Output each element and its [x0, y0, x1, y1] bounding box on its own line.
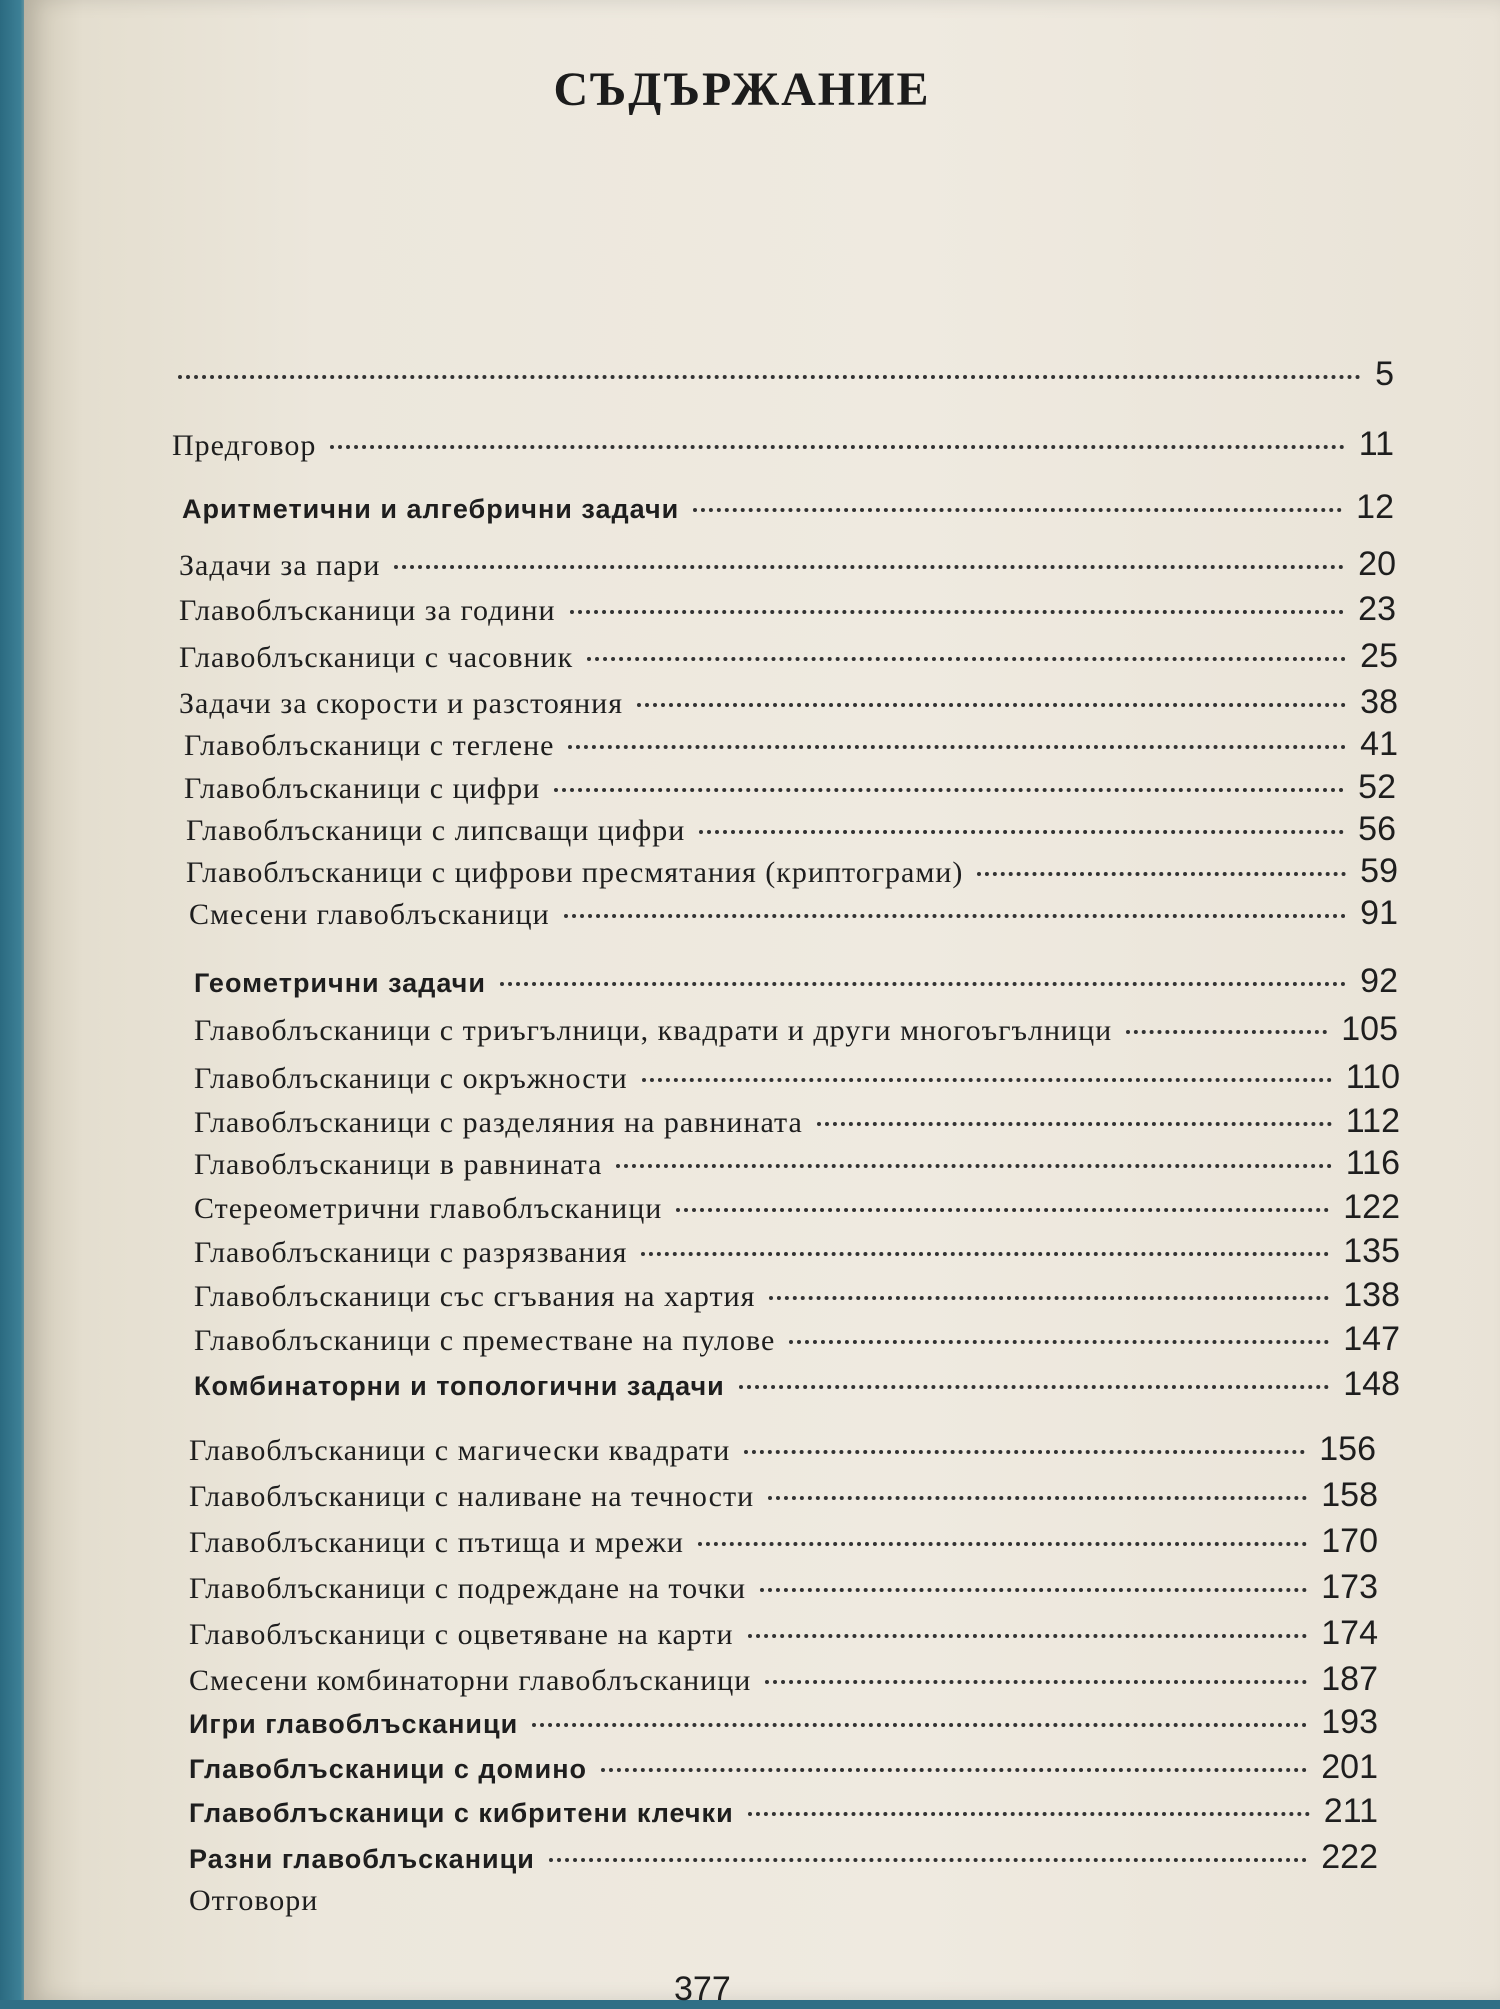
toc-entry: [194, 1188, 1400, 1227]
toc-entry-page: 23: [1358, 590, 1396, 628]
dot-leader: [768, 1496, 1307, 1500]
toc-entry-page: 201: [1321, 1748, 1378, 1786]
toc-entry-label: Главоблъсканици с разделяния на равнината: [194, 1106, 803, 1139]
dot-leader: [744, 1450, 1305, 1454]
toc-entry-label: Главоблъсканици с преместване на пулове: [194, 1324, 776, 1357]
toc-entry-page: 59: [1360, 852, 1398, 890]
toc-entry-label: Главоблъсканици с липсващи цифри: [186, 814, 686, 847]
toc-entry-page: 148: [1343, 1365, 1400, 1403]
toc-entry-label: Геометрични задачи: [194, 968, 486, 998]
toc-entry: [186, 852, 1398, 891]
toc-entry-page: 122: [1343, 1188, 1400, 1226]
dot-leader: [748, 1812, 1310, 1816]
dot-leader: [769, 1296, 1329, 1300]
toc-entry-label: Главоблъсканици с разрязвания: [194, 1236, 628, 1269]
toc-entry-label: Главоблъсканици с подреждане на точки: [189, 1572, 747, 1605]
toc-entry-label: Главоблъсканици с окръжности: [194, 1062, 628, 1095]
toc-entry: [184, 768, 1396, 807]
toc-entry: [179, 590, 1396, 629]
toc-entry-label: Стереометрични главоблъсканици: [194, 1192, 663, 1225]
toc-entry-label: Главоблъсканици с цифрови пресмятания (криптограми): [186, 856, 964, 889]
toc-entry: [194, 962, 1398, 1001]
toc-entry: [189, 1522, 1378, 1561]
toc-entry-label: Комбинаторни и топологични задачи: [194, 1371, 725, 1401]
toc-entry-page: 25: [1360, 637, 1398, 675]
toc-entry: [179, 545, 1396, 584]
toc-entry-page: 56: [1358, 810, 1396, 848]
toc-entry-label: Разни главоблъсканици: [189, 1844, 535, 1874]
page-number: 377: [674, 1970, 731, 2008]
toc-entry-page: 158: [1321, 1476, 1378, 1514]
toc-entry-label: Главоблъсканици с триъгълници, квадрати и други многоъгълници: [194, 1014, 1113, 1047]
dot-leader: [568, 745, 1346, 749]
dot-leader: [570, 610, 1345, 614]
toc-entry: [184, 725, 1398, 764]
toc-entry-label: Главоблъсканици с кибритени клечки: [189, 1798, 734, 1828]
toc-entry: [164, 355, 1394, 394]
dot-leader: [748, 1634, 1308, 1638]
dot-leader: [601, 1768, 1307, 1772]
toc-entry-page: 20: [1358, 545, 1396, 583]
dot-leader: [642, 1078, 1332, 1082]
toc-entry: [189, 1792, 1378, 1831]
dot-leader: [532, 1723, 1307, 1727]
dot-leader: [676, 1208, 1329, 1212]
toc-entry: [194, 1276, 1400, 1315]
toc-entry-label: Главоблъсканици в равнината: [194, 1148, 603, 1181]
dot-leader: [1126, 1030, 1327, 1034]
toc-entry: [194, 1232, 1400, 1271]
toc-entry: [186, 810, 1396, 849]
toc-entry: [189, 1748, 1378, 1787]
toc-entry: [194, 1144, 1400, 1183]
dot-leader: [739, 1385, 1330, 1389]
dot-leader: [760, 1588, 1307, 1592]
toc-entry: [194, 1320, 1400, 1359]
toc-entry-page: 110: [1345, 1058, 1400, 1096]
toc-entry: [182, 488, 1394, 527]
toc-entry-page: 41: [1360, 725, 1398, 763]
toc-entry: [172, 425, 1394, 464]
toc-entry-page: 211: [1323, 1792, 1378, 1830]
dot-leader: [977, 872, 1346, 876]
toc-entry-page: 187: [1321, 1660, 1378, 1698]
toc-entry-label: Главоблъсканици за години: [179, 594, 556, 627]
dot-leader: [637, 703, 1346, 707]
toc-entry: [189, 1838, 1378, 1877]
toc-entry: [189, 1660, 1378, 1699]
toc-entry-page: 52: [1358, 768, 1396, 806]
book-page: [24, 0, 1500, 2008]
dot-leader: [817, 1122, 1332, 1126]
toc-entry-page: 138: [1343, 1276, 1400, 1314]
toc-entry: [194, 1102, 1400, 1141]
dot-leader: [587, 657, 1346, 661]
toc-entry-label: Главоблъсканици с оцветяване на карти: [189, 1618, 734, 1651]
toc-entry: [189, 1430, 1376, 1469]
dot-leader: [330, 445, 1344, 449]
toc-entry-label: Смесени комбинаторни главоблъсканици: [189, 1664, 752, 1697]
dot-leader: [616, 1164, 1331, 1168]
toc-entry-label: Аритметични и алгебрични задачи: [182, 494, 680, 524]
toc-entry-page: 12: [1356, 488, 1394, 526]
toc-entry-page: 116: [1345, 1144, 1400, 1182]
toc-entry: [189, 1703, 1378, 1742]
dot-leader: [549, 1858, 1307, 1862]
toc-entry-page: 170: [1321, 1522, 1378, 1560]
toc-entry-label: Отговори: [189, 1884, 319, 1917]
dot-leader: [789, 1340, 1329, 1344]
toc-entry-page: 5: [1375, 355, 1394, 393]
toc-entry-page: 11: [1358, 425, 1394, 463]
toc-entry-page: 174: [1321, 1614, 1378, 1652]
toc-entry-page: 193: [1321, 1703, 1378, 1741]
toc-entry: [189, 1614, 1378, 1653]
dot-leader: [641, 1252, 1329, 1256]
toc-entry-label: Главоблъсканици с теглене: [184, 729, 555, 762]
toc-entry-label: Задачи за скорости и разстояния: [179, 687, 624, 720]
dot-leader: [500, 982, 1346, 986]
toc-entry-label: Предговор: [172, 429, 317, 462]
dot-leader: [554, 788, 1344, 792]
toc-entry: [179, 683, 1398, 722]
page-title: СЪДЪРЖАНИЕ: [553, 63, 931, 116]
toc-entry: [194, 1058, 1400, 1097]
table-of-contents: [24, 0, 1500, 2000]
toc-entry-page: 92: [1360, 962, 1398, 1000]
toc-entry-label: Задачи за пари: [179, 549, 381, 582]
toc-entry-page: 38: [1360, 683, 1398, 721]
toc-entry-label: Главоблъсканици с домино: [189, 1754, 588, 1784]
toc-entry-page: 222: [1321, 1838, 1378, 1876]
dot-leader: [564, 914, 1347, 918]
dot-leader: [178, 375, 1361, 379]
toc-entry: [179, 637, 1398, 676]
dot-leader: [698, 1542, 1307, 1546]
toc-entry: [194, 1365, 1400, 1404]
dot-leader: [693, 508, 1342, 512]
toc-entry: [189, 1884, 1378, 1918]
dot-leader: [699, 830, 1344, 834]
toc-entry-page: 147: [1343, 1320, 1400, 1358]
toc-entry-label: Главоблъсканици с цифри: [184, 772, 541, 805]
toc-entry-page: 112: [1345, 1102, 1400, 1140]
toc-entry: [189, 894, 1398, 933]
toc-entry-label: Главоблъсканици с магически квадрати: [189, 1434, 731, 1467]
dot-leader: [394, 565, 1344, 569]
toc-entry-page: 156: [1319, 1430, 1376, 1468]
toc-entry-page: 91: [1360, 894, 1398, 932]
toc-entry-label: Игри главоблъсканици: [189, 1709, 519, 1739]
toc-entry: [194, 1010, 1398, 1049]
toc-entry: [189, 1476, 1378, 1515]
toc-entry-label: Смесени главоблъсканици: [189, 898, 550, 931]
toc-entry-page: 173: [1321, 1568, 1378, 1606]
toc-entry-label: Главоблъсканици с пътища и мрежи: [189, 1526, 684, 1559]
toc-entry-label: Главоблъсканици с наливане на течности: [189, 1480, 755, 1513]
toc-entry: [189, 1568, 1378, 1607]
toc-entry-page: 135: [1343, 1232, 1400, 1270]
dot-leader: [765, 1680, 1307, 1684]
toc-entry-page: 105: [1341, 1010, 1398, 1048]
toc-entry-label: Главоблъсканици със сгъвания на хартия: [194, 1280, 756, 1313]
toc-entry-label: Главоблъсканици с часовник: [179, 641, 574, 674]
